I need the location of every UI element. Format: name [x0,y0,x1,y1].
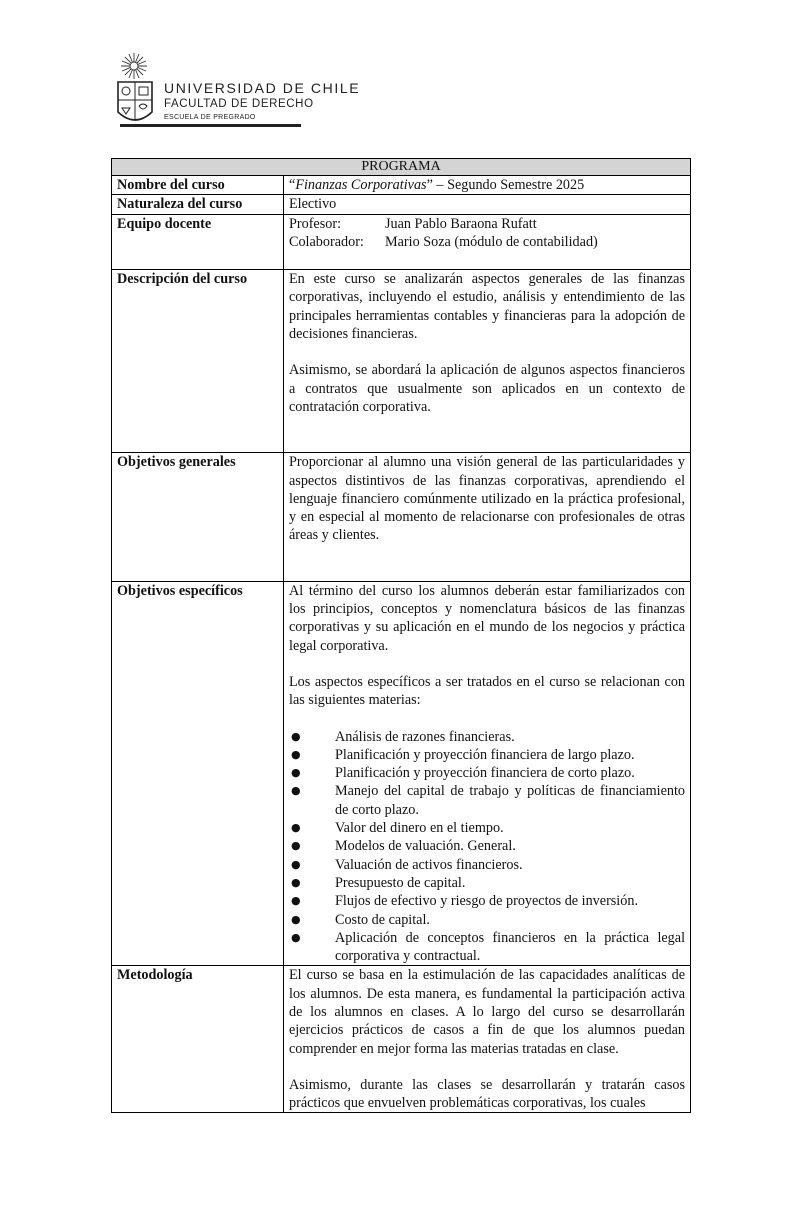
list-item [289,892,685,910]
table-row [112,176,691,195]
school-name: ESCUELA DE PREGRADO [164,114,256,121]
topic-text: Planificación y proyección financiera de corto plazo. [335,765,635,782]
list-item [289,819,685,837]
list-item [289,911,685,929]
topic-text: Valor del dinero en el tiempo. [335,820,504,837]
table-title: PROGRAMA [112,159,691,176]
specific-objectives-lead: Los aspectos específicos a ser tratados en el curso se relacionan con las siguientes materias: [289,673,686,709]
topic-text: Manejo del capital de trabajo y políticas de financiamiento de corto plazo. [335,783,686,818]
list-item [289,782,685,819]
course-open-quote: “ [289,177,296,193]
course-close-quote: ” [426,177,433,193]
description-label: Descripción del curso [112,270,284,453]
description-paragraph: En este curso se analizarán aspectos generales de las finanzas corporativas, incluyendo el estudio, análisis y entendimiento de las principales herramientas contables y financieras para la adopción de decisiones financieras. [289,271,686,343]
list-item [289,764,685,782]
topic-text: Costo de capital. [335,911,430,928]
topic-text: Valuación de activos financieros. [335,856,523,873]
table-row [112,270,691,453]
nature-label: Naturaleza del curso [112,195,284,214]
bullet-icon: ● [291,875,301,889]
table-row [112,966,691,1113]
bullet-icon: ● [291,839,301,853]
specific-objectives-value [284,581,691,966]
methodology-value [284,966,691,1113]
methodology-paragraph: El curso se basa en la estimulación de las capacidades analíticas de los alumnos. De esta manera, es fundamental la participación activa de los alumnos en clases. A lo largo del curso se desarrollarán ejercicios prácticos de casos a fin de que los alumnos puedan comprender en mejor forma las materias tratadas en clase. [289,967,686,1057]
team-member-name: Juan Pablo Baraona Rufatt [385,215,537,232]
general-objectives-text: Proporcionar al alumno una visión general de las particularidades y aspectos distintivos de las finanzas corporativas, aprendiendo el lenguaje financiero comúnmente utilizado en la práctica profesional, y en especial al momento de relacionarse con profesionales de otras áreas y clientes. [289,454,686,544]
team-role: Profesor: [289,215,342,232]
list-item [289,746,685,764]
university-name: UNIVERSIDAD DE CHILE [164,80,361,96]
description-paragraph: Asimismo, se abordará la aplicación de algunos aspectos financieros a contratos que usualmente son aplicados en un contexto de contratación corporativa. [289,362,686,415]
table-row [112,214,691,270]
course-name-value [284,176,691,195]
specific-objectives-intro: Al término del curso los alumnos deberán estar familiarizados con los principios, conceptos y nomenclatura básicos de las finanzas corporativas y su aplicación en el mundo de los negocios y práctica legal corporativa. [289,582,686,654]
description-value [284,270,691,453]
table-row [112,581,691,966]
team-label: Equipo docente [112,214,284,270]
page-header [112,52,412,132]
table-title-row [112,159,691,176]
nature-value: Electivo [284,195,691,214]
methodology-label: Metodología [112,966,284,1113]
bullet-icon: ● [291,766,301,780]
course-semester: – Segundo Semestre 2025 [432,177,585,193]
list-item [289,837,685,855]
bullet-icon: ● [291,912,301,926]
program-table [111,158,691,1113]
general-objectives-value [284,453,691,581]
topic-text: Presupuesto de capital. [335,874,466,891]
university-wordmark [164,80,360,123]
specific-objectives-label: Objetivos específicos [112,581,284,966]
team-member [289,233,685,251]
list-item [289,929,685,966]
table-row [112,453,691,581]
course-name-label: Nombre del curso [112,176,284,195]
bullet-icon: ● [291,894,301,908]
bullet-icon: ● [291,857,301,871]
topic-text: Modelos de valuación. General. [335,838,516,855]
topic-text: Aplicación de conceptos financieros en la práctica legal corporativa y contractual. [335,929,686,965]
header-divider [120,124,301,127]
list-item [289,728,685,746]
methodology-paragraph: Asimismo, durante las clases se desarrollarán y tratarán casos prácticos que envuelven problemáticas corporativas, los cuales [289,1076,686,1112]
team-value [284,214,691,270]
bullet-icon: ● [291,821,301,835]
general-objectives-label: Objetivos generales [112,453,284,581]
faculty-name: FACULTAD DE DERECHO [164,98,314,110]
bullet-icon: ● [291,784,301,798]
team-member-name: Mario Soza (módulo de contabilidad) [385,233,598,250]
university-crest-icon [112,52,160,128]
list-item [289,856,685,874]
topic-text: Planificación y proyección financiera de largo plazo. [335,746,635,763]
team-role: Colaborador: [289,233,364,250]
course-title: Finanzas Corporativas [295,177,427,193]
team-member [289,215,685,233]
table-row [112,195,691,214]
topics-list [289,728,685,966]
bullet-icon: ● [291,747,301,761]
topic-text: Análisis de razones financieras. [335,728,515,745]
topic-text: Flujos de efectivo y riesgo de proyectos de inversión. [335,893,638,910]
bullet-icon: ● [291,729,301,743]
list-item [289,874,685,892]
bullet-icon: ● [291,930,301,944]
